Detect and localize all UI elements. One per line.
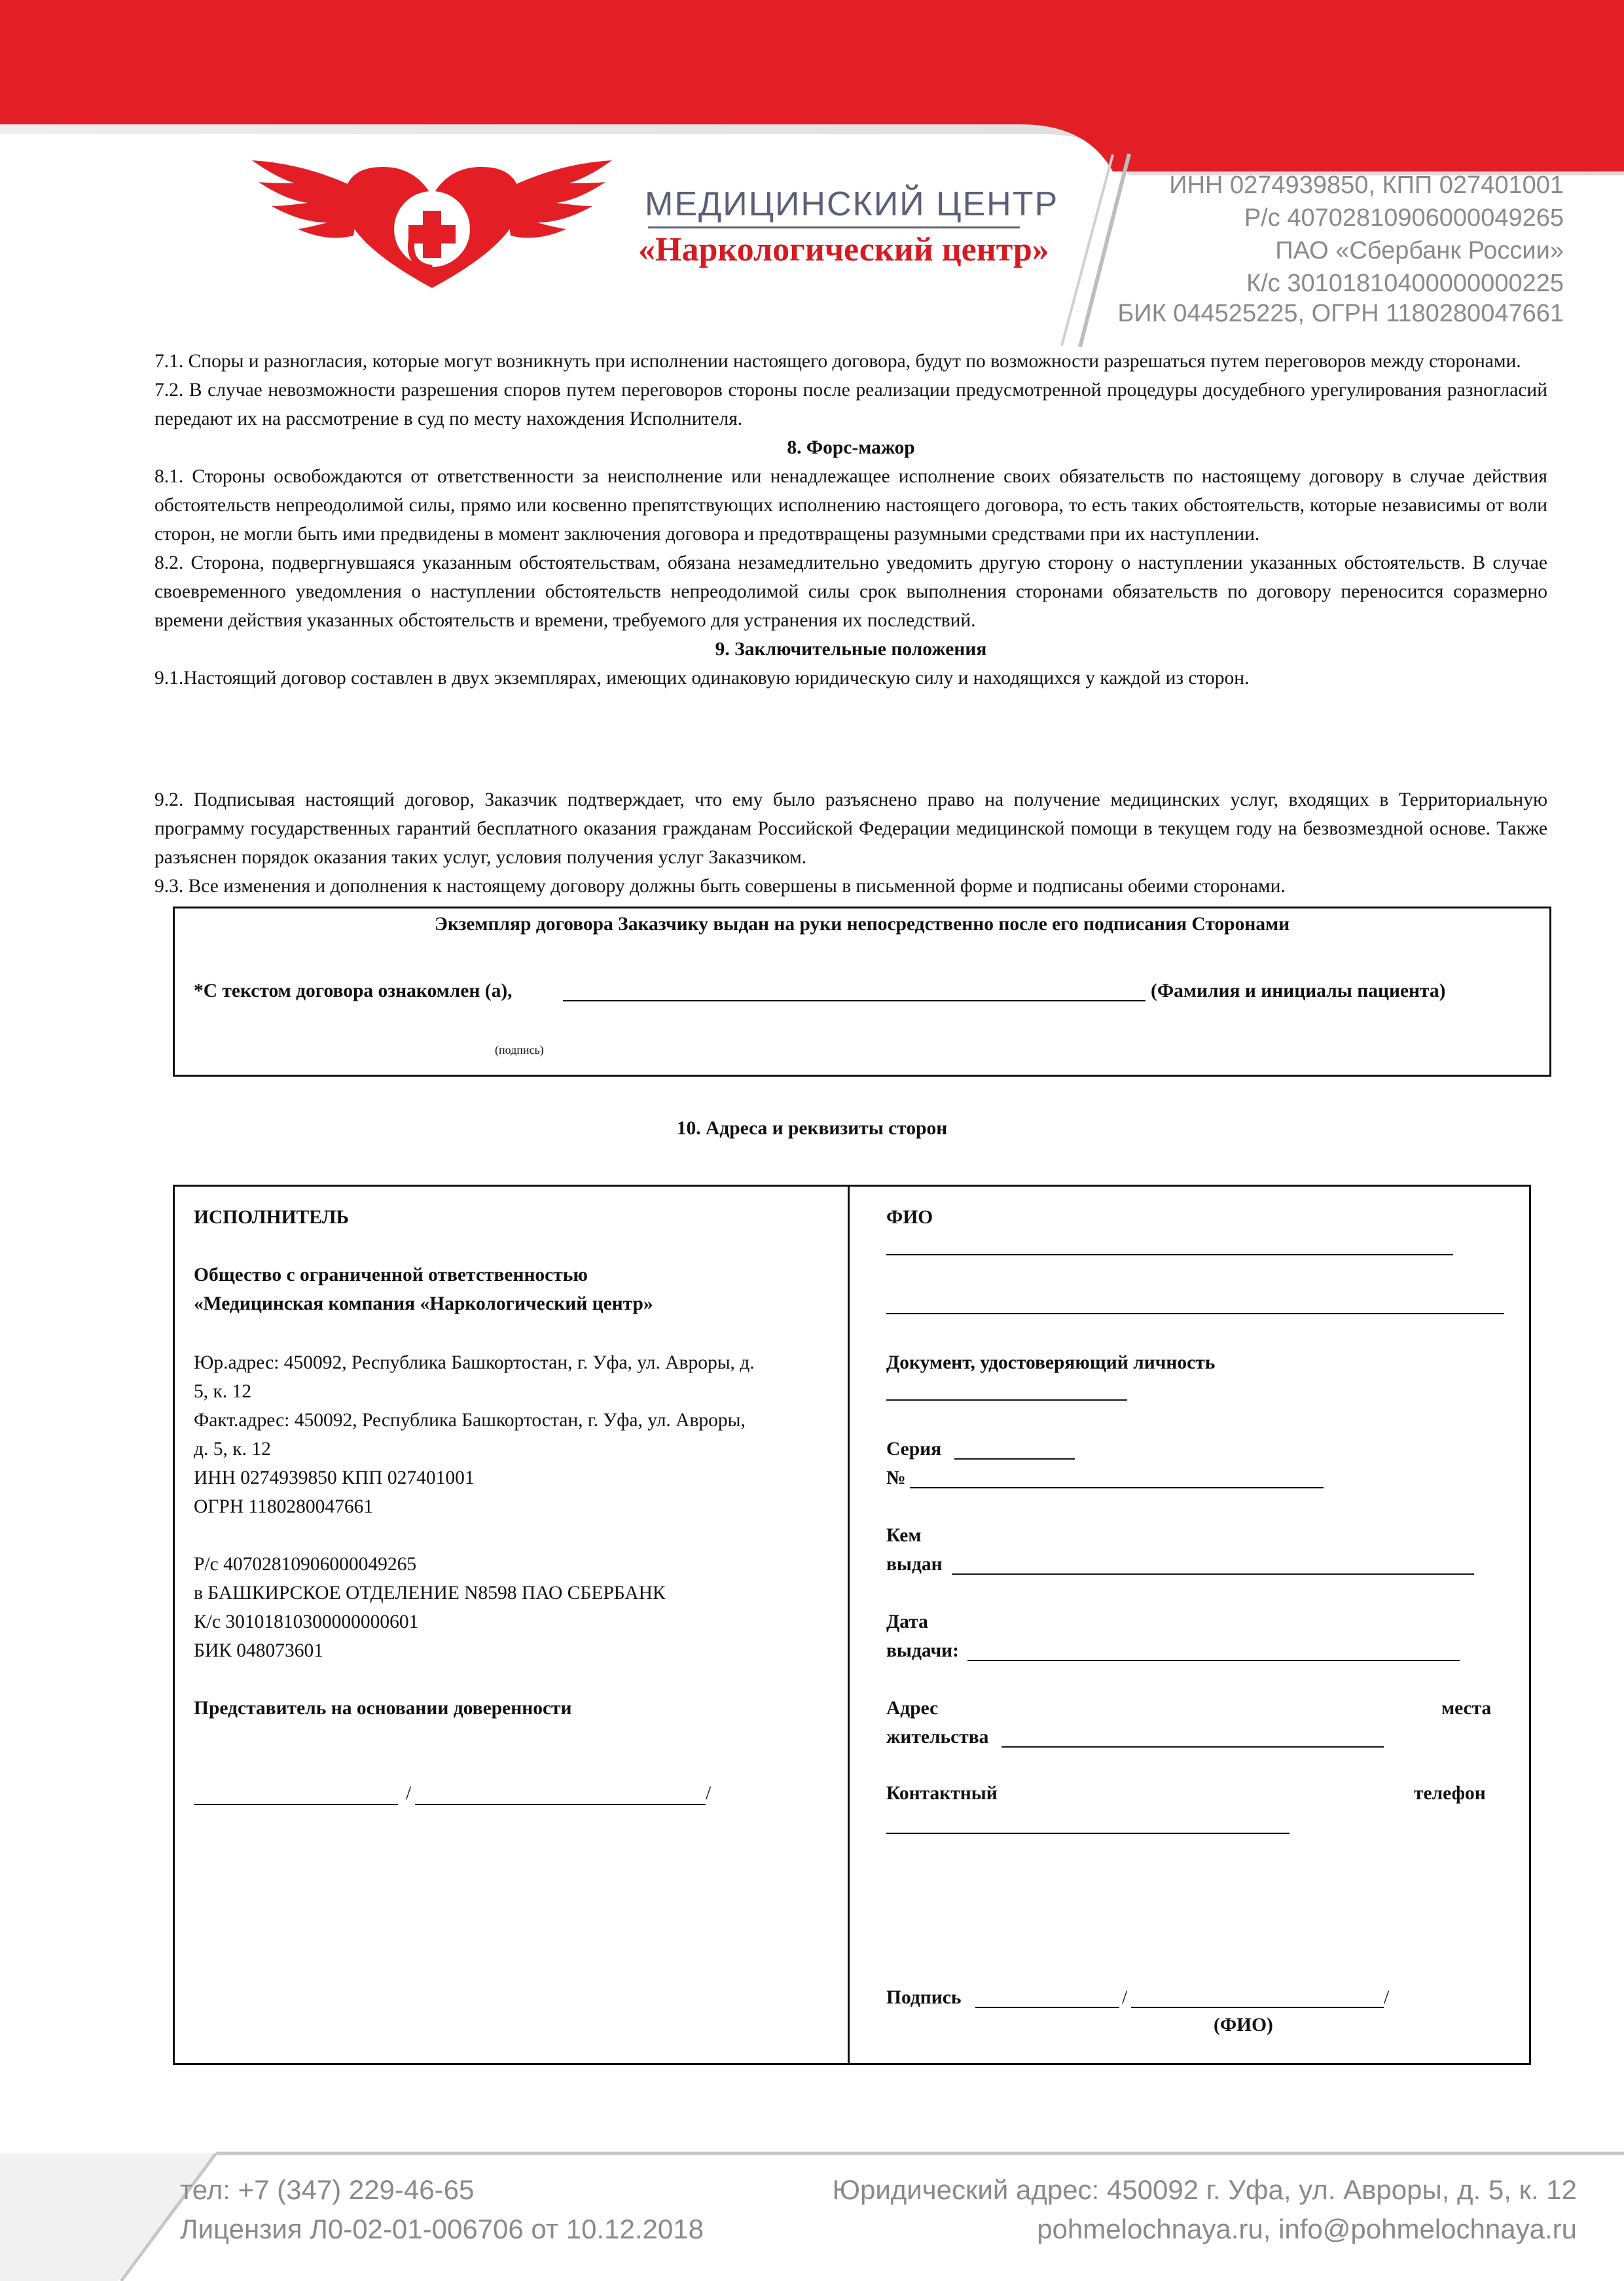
executor-sign-line[interactable] [194,1804,398,1805]
footer-address: Юридический адрес: 450092 г. Уфа, ул. Авроры, д. 5, к. 12 [832,2174,1577,2205]
brand-name: МЕДИЦИНСКИЙ ЦЕНТР [645,185,1059,223]
requisites-corr-account: К/с 30101810400000000225 [1246,270,1564,297]
brand-divider [648,226,1020,228]
client-doc-line[interactable] [886,1399,1127,1401]
clause-8-2: 8.2. Сторона, подвергнувшаяся указанным обстоятельствам, обязана незамедлительно уведомить другую сторону о наступлении указанных обстоятельств. В случае своевременного уведомления о наступлении обстоятельств непреодолимой силы срок выполнения сторонами обязательств по договору переносится соразмерно времени действия указанных обстоятельств и времени, требуемого для устранения их последствий. [154,552,1547,631]
client-date-line[interactable] [967,1660,1460,1661]
client-address-label1: Адрес [886,1698,939,1719]
executor-sign-sep: / [406,1783,412,1804]
client-address-label2: жительства [886,1727,989,1748]
footer-decoration [0,2140,1624,2281]
client-phone-line[interactable] [886,1833,1290,1834]
executor-org-line2: «Медицинская компания «Наркологический центр» [194,1293,653,1314]
client-fio-caption: (ФИО) [1214,2015,1273,2036]
client-date-label2: выдачи: [886,1640,959,1661]
table-divider [848,1185,850,2065]
executor-line: ОГРН 1180280047661 [194,1496,374,1517]
contract-text [154,347,1547,692]
client-fio-line2[interactable] [886,1313,1504,1314]
clause-7-1: 7.1. Споры и разногласия, которые могут возникнуть при исполнении настоящего договора, будут по возможности разрешаться путем переговоров между сторонами. [154,351,1521,372]
client-phone-label1: Контактный [886,1783,998,1804]
executor-line: в БАШКИРСКОЕ ОТДЕЛЕНИЕ N8598 ПАО СБЕРБАНК [194,1583,666,1604]
client-doc-label: Документ, удостоверяющий личность [886,1352,1216,1373]
executor-title: ИСПОЛНИТЕЛЬ [194,1207,349,1228]
requisites-bik: БИК 044525225, ОГРН 1180280047661 [1117,300,1564,327]
client-address-label1b: места [1441,1698,1492,1719]
clause-9-3: 9.3. Все изменения и дополнения к настоящему договору должны быть совершены в письменной форме и подписаны обеими сторонами. [154,876,1286,897]
client-date-label1: Дата [886,1611,928,1632]
executor-line: Юр.адрес: 450092, Республика Башкортостан, г. Уфа, ул. Авроры, д. [194,1352,755,1373]
clause-9-1: 9.1.Настоящий договор составлен в двух экземплярах, имеющих одинаковую юридическую силу и находящихся у каждой из сторон. [154,668,1250,689]
client-fio-line1[interactable] [886,1254,1453,1255]
client-address-line[interactable] [1001,1746,1384,1748]
executor-line: 5, к. 12 [194,1381,252,1402]
client-sign-end: / [1384,1987,1390,2008]
executor-sign-end: / [706,1783,712,1804]
client-series-label: Серия [886,1439,942,1460]
section-10-heading: 10. Адреса и реквизиты сторон [676,1118,948,1139]
client-series-line[interactable] [954,1458,1075,1460]
ack-name-caption: (Фамилия и инициалы пациента) [1151,980,1446,1001]
clause-9-2: 9.2. Подписывая настоящий договор, Заказчик подтверждает, что ему было разъяснено право на получение медицинских услуг, входящих в Территориальную программу государственных гарантий бесплатного оказания гражданам Российской Федерации медицинской помощи в текущем году на безвозмездной основе. Также разъяснен порядок оказания таких услуг, условия получения услуг Заказчиком. [154,789,1547,868]
executor-name-line[interactable] [415,1804,706,1805]
executor-line: ИНН 0274939850 КПП 027401001 [194,1467,475,1488]
requisites-inn: ИНН 0274939850, КПП 027401001 [1169,171,1564,199]
executor-line: д. 5, к. 12 [194,1439,271,1460]
executor-line: БИК 048073601 [194,1640,324,1661]
executor-line: К/с 30101810300000000601 [194,1611,419,1632]
patient-name-line[interactable] [563,1000,1146,1001]
ack-sign-caption: (подпись) [495,1043,544,1056]
client-issued-label1: Кем [886,1525,922,1546]
brand-subtitle: «Наркологический центр» [638,231,1049,268]
section-9-heading: 9. Заключительные положения [715,639,987,660]
executor-line: Р/с 40702810906000049265 [194,1554,417,1575]
executor-representative: Представитель на основании доверенности [194,1698,572,1719]
client-number-line[interactable] [910,1487,1324,1488]
requisites-account: Р/с 40702810906000049265 [1244,204,1564,232]
client-issued-line[interactable] [952,1573,1474,1575]
clause-8-1: 8.1. Стороны освобождаются от ответственности за неисполнение или ненадлежащее исполнение своих обязательств по настоящему договору в случае действия обстоятельств непреодолимой силы, прямо или косвенно препятствующих исполнению настоящего договора, то есть таких обстоятельств, которые независимы от воли сторон, не могли быть ими предвидены в момент заключения договора и предотвращены разумными средствами при их наступлении. [154,466,1547,545]
client-sign-label: Подпись [886,1987,962,2008]
client-sign-line[interactable] [975,2007,1119,2008]
logo-icon [249,151,615,291]
footer-phone: тел: +7 (347) 229-46-65 [180,2174,475,2205]
client-sign-name-line[interactable] [1131,2007,1384,2008]
requisites-bank: ПАО «Сбербанк России» [1275,237,1564,264]
contract-text-2 [154,785,1547,901]
footer-contacts[interactable]: pohmelochnaya.ru, info@pohmelochnaya.ru [1037,2214,1577,2244]
section-8-heading: 8. Форс-мажор [787,437,915,458]
executor-line: Факт.адрес: 450092, Республика Башкортостан, г. Уфа, ул. Авроры, [194,1410,746,1431]
client-sign-sep: / [1122,1987,1128,2008]
clause-7-2: 7.2. В случае невозможности разрешения споров путем переговоров стороны после реализации предусмотренной процедуры досудебного урегулирования разногласий передают их на рассмотрение в суд по месту нахождения Исполнителя. [154,380,1547,429]
ack-text: *С текстом договора ознакомлен (а), [194,980,513,1001]
client-fio-label: ФИО [886,1207,933,1228]
client-number-label: № [886,1467,906,1488]
ack-title: Экземпляр договора Заказчику выдан на руки непосредственно после его подписания Сторонами [434,914,1290,935]
client-phone-label1b: телефон [1414,1783,1486,1804]
executor-org-line1: Общество с ограниченной ответственностью [194,1265,588,1285]
client-issued-label2: выдан [886,1554,943,1575]
footer-license: Лицензия Л0-02-01-006706 от 10.12.2018 [180,2214,704,2244]
